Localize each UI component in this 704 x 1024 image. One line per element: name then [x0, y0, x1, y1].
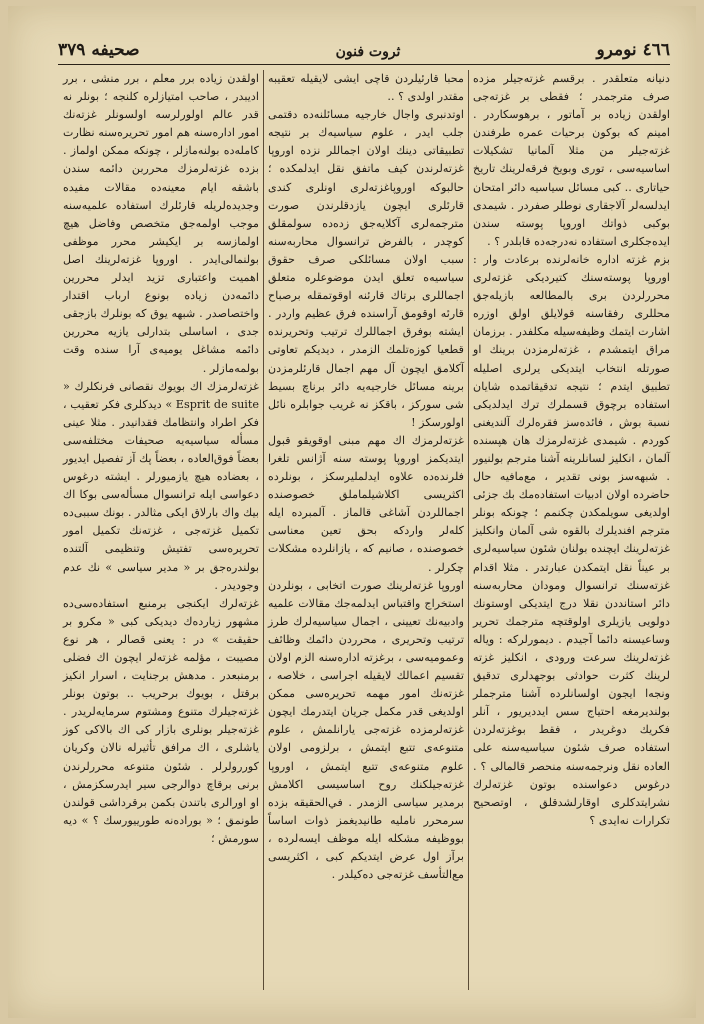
- paragraph: اوتدنبری واجال خارجيه مسائلنه‌ده دقتمی جلب ايدر ، علوم سياسيه‌ك بر نتيجه تطبيقاتی دينك اولان اجماللر نزده اوروپا غزته‌لرندن كيف ماتفق نقل ايدلمكده ؛ حالبوكه اوروپاغزته‌لری اونلری كندی قارئلری ايچون يازدقلرندن صورت مترجمه‌لری آكلايه‌جق زده‌ده سولمقلق كوچدر ، بالفرض ترانسوال محاربه‌سنه سبب اولان مسائلكی صرف حقوق سياسيه‌ه تعلق ايدن موضوعلره متعلق اجماللری برتاك قارئنه اوقوتمقله برصباح قارئه اوقومق آراسنده فرق عظيم واردر . ايشته بوفرق اجماللرك ترتيب وتحريرنده قطعيا كوزه‌تلمك الزمدر ، ديديكم تعاوتی آكلامق ايچون آل مهم اجمال قارئلرمزدن برينه مسائل خارجيه‌يه دائر برناچ بسيط شی سوركز ، باقكز نه غريب جوابلره نائل اولورسكز !: [268, 108, 464, 429]
- column-right: [469, 70, 674, 990]
- column-left: [59, 70, 264, 990]
- paragraph: اوروپا غزته‌لرينك صورت اتخابی ، بونلردن استخراج واقتباس ايدلمه‌جك مقالات علميه وادبيه‌نك تعيينی ، اجمال سياسيه‌لرك طرز ترتيب وتحريرى ، محرردن دائمك وظائف وعموميه‌سی ، برغزته اداره‌سنه الزم اولان تقسيم اعمالك لايقيله اجراسی ، خلاصه ، غزته‌نك امور مهمه تحريره‌سی ممكن اولديغی قدر مكمل جريان ايتدرمك ايچون غزته‌لرمزده غزته‌جی يارانلمش ، علوم متنوعه‌ی تتبع ايتمش ، برلزومی اولان علوم متنوعه‌ی تتبع ايتمش ، اوروپا غزته‌جيلکنك روح اساسيسی اكلامش برمدير سياسی الزمدر . في‌الحقيقه بزده سرمحرر نامليه طانيديغمز ذوات اساساً بووظيفه مشكله ايله موظف ايسه‌لرده ، برآز اول عرض ايتديكم كبی ، اكثريسی مع‌التأسف غزته‌جی ده‌كيلدر .: [268, 578, 464, 882]
- paragraph: محبا قارئيلردن قاچی ايشی لايقيله تعقيبه مقتدر اولدی ؟ ..: [268, 72, 464, 104]
- paragraph: اولقدن زياده برر معلم ، برر منشی ، برر اديبدر ، صاحب امتيازلره كلنجه ؛ بونلر نه قدر عالم اولورلرسه اولسونلر غزته‌نك امور اداره‌سنه هم امور تحريره‌سنه نظارت كامله‌ده بولنه‌مازلر ، چونكه ممكن اولماز . بزده غزته‌لرمزك محرربن دائمه سندن باشقه ايام معينه‌ده مقالات مفيده وجديده‌لريله قارئلرك استفاده علميه‌سنه موجب اولمه‌جق متخصص وفاضل هيچ اولمازسه بر ايكيشر محرر موظفی بولنمالی‌ايدر . اوروپا غزته‌لرينك اصل اهميت واعتباری تزيد ايدلر محررين دائمه‌دن زياده بونوع ارباب اقتدار واختصاصدر . شبهه يوق كه بونلرك بازجقی جدی ، اساسلی بتدارلی يازيه محررين دائمه مشاغل يوميه‌ی آرا سنده وقت بولمه‌مازلر .: [63, 72, 259, 375]
- paragraph: دنيانه متعلقدر . برقسم غزته‌جيلر مزده صرف مترجمدر ؛ فقطی بر غزته‌جی اولقدن زياده بر آماتور ، برهوسكاردر . امينم كه بوكون برحيات عمره طرفندن غزته‌جيلر من مثلا آلمانيا تشكيلات اساسيه‌سی ، توری وبويخ فرقه‌لرينك تاريخ حياتاری .. كبی مسائل سياسيه دائر امتحان ايدلسه‌لر آلاجقاری نوطلر صفردر . شيمدی بوكبی ذواتك اوروپا پوسته سندن ايده‌جكلری استفاده نه‌درجه‌ده قابلدر ؟ .: [473, 72, 670, 248]
- column-middle: [264, 70, 469, 990]
- newspaper-page: [8, 6, 696, 1018]
- journal-title: ثروت فنون: [335, 44, 401, 60]
- paragraph: غزته‌لرمزك اك مهم مبنی اوقويقو قبول ايتديكمز اوروپا پوسته سنه آژانس تلغرا فلرنده‌ده علاوه ايدلمليرسكز ، بونلرده اكثريسی اكلاشيلماملق خصوصنده اجماللردن آشاغی قالماز . آلمبرده ايله كله‌لر واردكه بحق تعين معناسی خصوصنده ، صانيم كه ، يازانلرده مشكلات چكرلر .: [268, 433, 464, 574]
- paragraph: بزم غزته اداره خانه‌لرنده برعادت وار : اوروپا پوسته‌سنك كتيرديكی غزته‌لری محررلردن برى بالمطالعه بازيله‌جق محللری رفقاسنه قولايلق اولق اوزره اشارت ايتمك وظيفه‌سيله مكلفدر . برزمان مراق ايتمشدم ، غزته‌لرمزدن برينك او صورتله انتخاب ايتديكی يرلری اصليله تطبيق ايتدم ؛ نتيجه تدقيقاتمده شايان استفاده برچوق قسملرك ترك ايدلديكی نسبة بوش ، فائده‌سز فقره‌لرك آلنديغنی كوردم . شيمدی غزته‌لرمزك هان هپسنده آلمان ، انكليز لسانلرينه آشنا مترجم بولنيور . شبهه‌سز بونی تقدير ، مع‌مافيه حال حاضرده اولان ادبيات استفاده‌مك بك جزئی اولديغی سويلمكدن چكنمم ؛ چونكه بونلر مترجم افنديلرك بالقوه شی آلمان وانكليز غزته‌لرينك ايچنده بولنان شئون سياسيه‌لری بر عيناً نقل ايتمكدن عبارتدر . مثلا اقدام غزته‌سنك ترانسوال ومودان محاربه‌سنه دائر استانددن نقلا درج ايتديكی اوستونك دولويی يازيلری اولوقتچه مترجمك تحرير وساعيسنه دائما آجيدم . ديمورلركه : وياله غزته‌لرينك سرعت ورودی ، انكليز غزته لرينك كثرت حوادثی بوجهدلری تدقيق ونجه‌ا ايجون اولسانلرده آشنا مترجملر بولنديرمغه احتياج سس ايدديريور ، آنلر فكريك دوغريدر ، فقط بوغزته‌لردن استفاده صرف شئون سياسيه‌سنه على العاده نقل ونرجمه‌سنه منحصر قالمالی ؟ . درغوس دعواسنده بوتون غزته‌لرك نشرايتدكلری اوقارلشدقلق ، اوتصحيح تكرارات نه‌ايدی ؟: [473, 252, 670, 827]
- text-columns: [58, 70, 674, 990]
- paragraph: غزته‌لرمزك اك بويوك نقصانی فرنكلرك « Esprit de suite » ديدكلری فكر تعقيب ، فكر اطراد وانتظامك فقدانيدر . مثلا عينی مسأله سياسيه‌يه صحيفات مختلفه‌سی بعضاً فوق‌العاده ، بعضاً پك آز تفصيل ايديور ، بعضاده هيچ يازميورلر . ايشته درغوس دعواسی ايله ترانسوال مسأله‌سی بوكا اك بيك واك بارلاق ايكی مثالدر . بونك سببی‌ده تكميل غزته‌جی ، غزته‌نك تكميل امور تحريره‌سی تفتيش وتنظيمی آلتنده بولندره‌جق بر « مدير سياسی » نك عدم وجوديدر .: [63, 379, 259, 592]
- page-header: [58, 34, 670, 65]
- page-number: صحيفه ٣٧٩: [58, 40, 140, 60]
- issue-page-number: ٤٦٦ نومرو: [596, 40, 670, 60]
- paragraph: غزته‌لرك ايكنجی برمنبع استفاده‌سی‌ده مشهور زيارده‌ك ديديكی كبی « مكرو بر حقيقت » در : يعنی قصالر ، هر نوع مصيبت ، مؤلمه غزته‌لر ايچون اك فضلی برمنبعدر . مدهش برجنايت ، اسرار انكيز برقتل ، بويوك برحريب .. بوتون بونلر غزته‌جيلرك متنوع ومشتوم سرمايه‌لريدر . غزته‌جيلر بونلری بازار كی اك بالاكی كوز ياشلری ، اك مرافق تأثيرله نالان وكريان كوررولرلر . شئون متنوعه محررلرندن برنی برقاچ دوالرجی سير ايدرسكزمش ، او اورالری باتندن بكمن برقرداشی قولندن طونمق ؛ « بوراده‌نه طورييورسك ؟ » ديه سورمش ؛: [63, 596, 259, 845]
